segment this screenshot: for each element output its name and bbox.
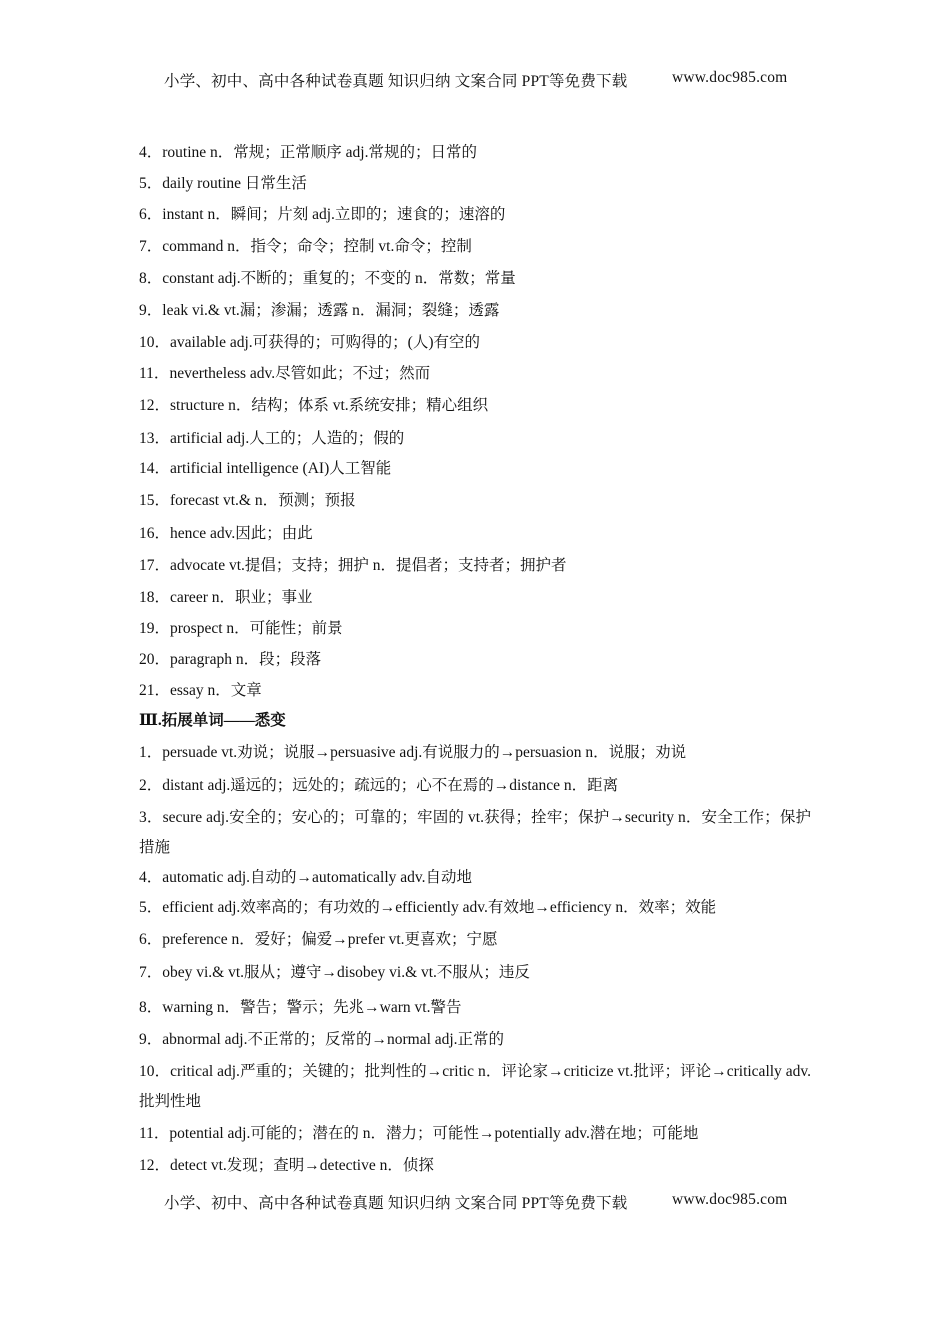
expand-item: 10．critical adj.严重的；关键的；批判性的→critic n．评论家→criticize vt.批评；评论→critically adv.批判性地 bbox=[139, 1063, 811, 1110]
vocab-item: 8．constant adj.不断的；重复的；不变的 n．常数；常量 bbox=[139, 270, 516, 287]
vocab-item: 5．daily routine 日常生活 bbox=[139, 175, 307, 192]
expand-item: 8．warning n．警告；警示；先兆→warn vt.警告 bbox=[139, 999, 462, 1016]
expand-item: 7．obey vi.& vt.服从；遵守→disobey vi.& vt.不服从；违反 bbox=[139, 964, 530, 981]
section-title: Ⅲ.拓展单词——悉变 bbox=[139, 712, 286, 729]
vocab-item: 4．routine n．常规；正常顺序 adj.常规的；日常的 bbox=[139, 144, 477, 161]
vocab-item: 21．essay n．文章 bbox=[139, 682, 262, 699]
header-url: www.doc985.com bbox=[672, 69, 788, 86]
expand-item: 4．automatic adj.自动的→automatically adv.自动地 bbox=[139, 869, 473, 886]
vocab-item: 12．structure n．结构；体系 vt.系统安排；精心组织 bbox=[139, 397, 489, 414]
vocab-item: 18．career n．职业；事业 bbox=[139, 589, 313, 606]
vocab-item: 9．leak vi.& vt.漏；渗漏；透露 n．漏洞；裂缝；透露 bbox=[139, 302, 500, 319]
header-text: 小学、初中、高中各种试卷真题 知识归纳 文案合同 PPT等免费下载 bbox=[164, 73, 628, 90]
expand-item: 6．preference n．爱好；偏爱→prefer vt.更喜欢；宁愿 bbox=[139, 931, 498, 948]
vocab-item: 20．paragraph n．段；段落 bbox=[139, 651, 322, 668]
expand-item: 12．detect vt.发现；查明→detective n．侦探 bbox=[139, 1157, 434, 1174]
expand-item: 11．potential adj.可能的；潜在的 n．潜力；可能性→potentially adv.潜在地；可能地 bbox=[139, 1125, 699, 1142]
vocab-item: 7．command n．指令；命令；控制 vt.命令；控制 bbox=[139, 238, 472, 255]
expand-item: 3．secure adj.安全的；安心的；可靠的；牢固的 vt.获得；拴牢；保护→security n．安全工作；保护措施 bbox=[139, 809, 811, 856]
expand-item: 5．efficient adj.效率高的；有功效的→efficiently adv.有效地→efficiency n．效率；效能 bbox=[139, 899, 717, 916]
vocab-item: 15．forecast vt.& n．预测；预报 bbox=[139, 492, 356, 509]
footer-text: 小学、初中、高中各种试卷真题 知识归纳 文案合同 PPT等免费下载 bbox=[164, 1195, 628, 1212]
vocab-item: 17．advocate vt.提倡；支持；拥护 n．提倡者；支持者；拥护者 bbox=[139, 557, 567, 574]
footer-url: www.doc985.com bbox=[672, 1191, 788, 1208]
vocab-item: 19．prospect n．可能性；前景 bbox=[139, 620, 343, 637]
vocab-item: 16．hence adv.因此；由此 bbox=[139, 525, 313, 542]
vocab-item: 10．available adj.可获得的；可购得的；(人)有空的 bbox=[139, 334, 480, 351]
vocab-item: 13．artificial adj.人工的；人造的；假的 bbox=[139, 430, 405, 447]
expand-item: 9．abnormal adj.不正常的；反常的→normal adj.正常的 bbox=[139, 1031, 505, 1048]
vocab-item: 6．instant n．瞬间；片刻 adj.立即的；速食的；速溶的 bbox=[139, 206, 506, 223]
vocab-item: 11．nevertheless adv.尽管如此；不过；然而 bbox=[139, 365, 431, 382]
expand-item: 2．distant adj.遥远的；远处的；疏远的；心不在焉的→distance n．距离 bbox=[139, 777, 619, 794]
vocab-item: 14．artificial intelligence (AI)人工智能 bbox=[139, 460, 392, 477]
expand-item: 1．persuade vt.劝说；说服→persuasive adj.有说服力的→persuasion n．说服；劝说 bbox=[139, 744, 687, 761]
